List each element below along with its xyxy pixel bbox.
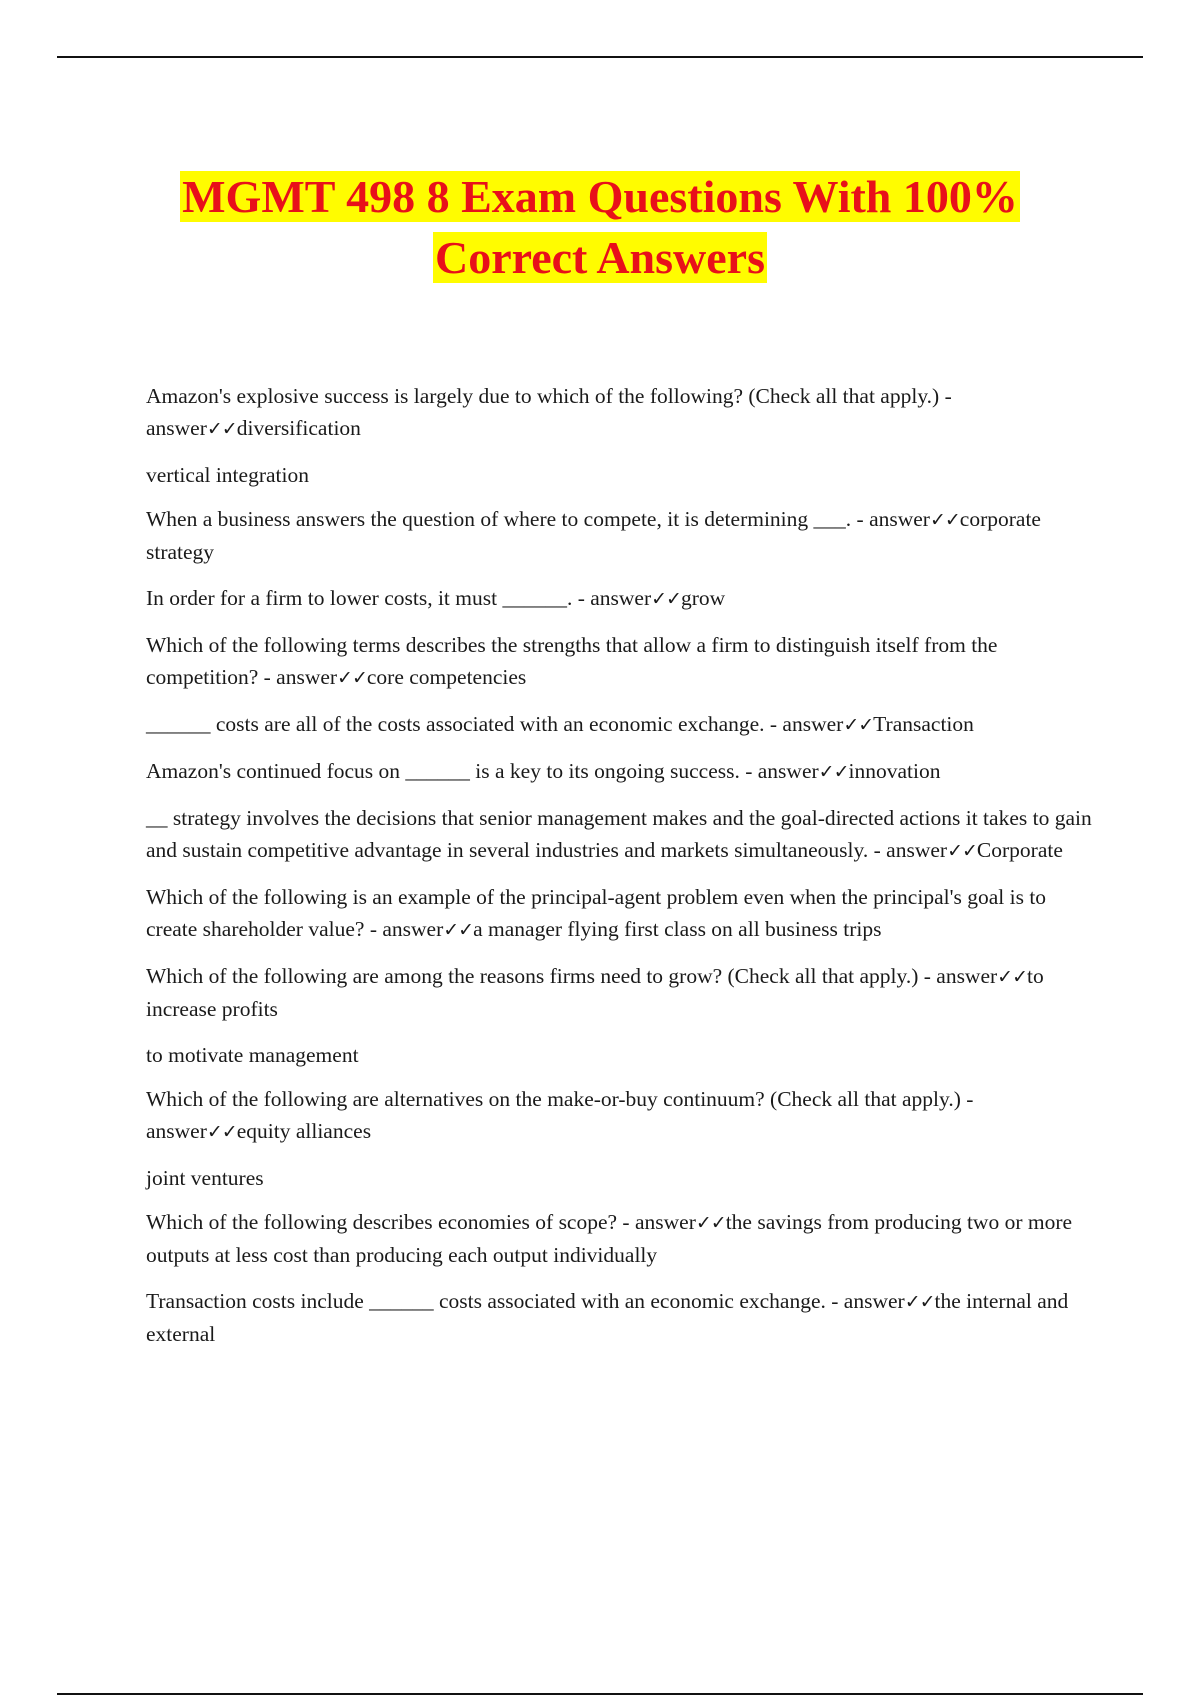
document-title [60,166,1140,288]
question-text: Which of the following is an example of the principal-agent problem even when the principal's goal is to create shareholder value? - answer [146,885,1047,941]
qa-item [146,881,1096,946]
double-check-icon: ✓✓ [904,1291,935,1313]
question-text: Which of the following terms describes the strengths that allow a firm to distinguish itself from the competition? - answer [146,633,998,689]
qa-item [146,582,1096,615]
question-text: Which of the following are among the reasons firms need to grow? (Check all that apply.) - answer [146,964,998,988]
qa-extra-answer [146,459,1096,491]
question-text: Which of the following describes economies of scope? - answer [146,1210,696,1234]
qa-extra-answer [146,1162,1096,1194]
double-check-icon: ✓✓ [695,1212,726,1234]
answer-text: core competencies [366,665,527,689]
answer-text: equity alliances [236,1119,372,1143]
double-check-icon: ✓✓ [818,761,849,783]
qa-item [146,1083,1096,1148]
header-rule [57,56,1143,58]
footer-rule [57,1693,1143,1695]
double-check-icon: ✓✓ [947,840,977,862]
double-check-icon: ✓✓ [651,588,681,610]
qa-list [146,380,1096,1364]
double-check-icon: ✓✓ [443,919,474,941]
answer-text: the savings from producing two or more outputs at less cost than producing each output individually [146,1210,1073,1267]
answer-text: grow [680,586,726,610]
answer-text: Corporate [976,838,1063,862]
question-text: Which of the following are alternatives on the make-or-buy continuum? (Check all that apply.) - answer [146,1087,974,1143]
qa-item [146,629,1096,694]
answer-text: vertical integration [146,463,309,487]
question-text: When a business answers the question of where to compete, it is determining ___. - answer [146,507,930,531]
double-check-icon: ✓✓ [843,714,874,736]
answer-text: corporate strategy [146,507,1041,564]
answer-text: to increase profits [146,964,1044,1021]
title-line-2: Correct Answers [435,232,765,283]
answer-text: a manager flying first class on all business trips [473,917,882,941]
qa-item [146,802,1096,867]
double-check-icon: ✓✓ [997,966,1028,988]
qa-extra-answer [146,1039,1096,1071]
answer-text: to motivate management [146,1043,359,1067]
double-check-icon: ✓✓ [206,1121,237,1143]
question-text: In order for a firm to lower costs, it must ______. - answer [146,586,652,610]
answer-text: the internal and external [146,1289,1069,1346]
qa-item [146,380,1096,445]
qa-item [146,708,1096,741]
qa-item [146,1206,1096,1271]
qa-item [146,503,1096,568]
double-check-icon: ✓✓ [929,509,960,531]
qa-item [146,755,1096,788]
question-text: Amazon's continued focus on ______ is a key to its ongoing success. - answer [146,759,819,783]
question-text: Transaction costs include ______ costs associated with an economic exchange. - answer [146,1289,905,1313]
question-text: __ strategy involves the decisions that senior management makes and the goal-directed actions it takes to gain and sustain competitive advantage in several industries and markets simultaneously. - answer [146,806,1092,862]
question-text: ______ costs are all of the costs associated with an economic exchange. - answer [146,712,844,736]
double-check-icon: ✓✓ [337,667,367,689]
answer-text: joint ventures [146,1166,264,1190]
double-check-icon: ✓✓ [206,418,237,440]
qa-item [146,1285,1096,1350]
title-line-1: MGMT 498 8 Exam Questions With 100% [182,171,1018,222]
answer-text: innovation [848,759,941,783]
qa-item [146,960,1096,1025]
answer-text: diversification [236,416,361,440]
answer-text: Transaction [873,712,974,736]
question-text: Amazon's explosive success is largely due to which of the following? (Check all that apply.) - answer [146,384,952,440]
